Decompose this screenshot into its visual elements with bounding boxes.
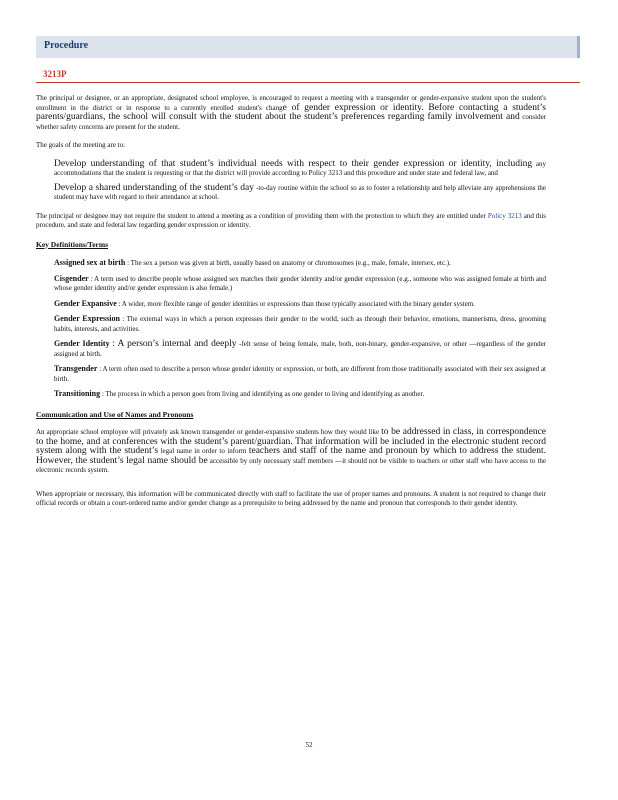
definition-item: Gender Expansive : A wider, more flexible range of gender identities or expressions than those typically associated with the binary gender system. [36,299,546,310]
communication-paragraph-1: An appropriate school employee will privately ask known transgender or gender-expansive students how they would like to be addressed in class, in correspondence to the home, and at conferences with the student’s parent/guardian. That information will be included in the electronic student record system along with the student’s legal name in order to inform teachers and staff of the name and pronoun by which to address the student. However, the student’s legal name should be accessible by only necessary staff members —it should not be visible to teachers or other staff who have access to the electronic records system. [36,427,547,474]
bullet-icon [36,314,41,324]
list-item: Develop a shared understanding of the student’s day -to-day routine within the school so as to foster a relationship and help alleviate any apprehensions the student may have with regard to their attendance at school. [36,184,546,203]
communication-paragraph-2: When appropriate or necessary, this information will be communicated directly with staff to facilitate the use of proper names and pronouns. A student is not required to change their official records or obtain a court-ordered name and/or gender change as a prerequisite to being addressed by the name and pronoun that corresponds to their gender identity. [36,489,546,507]
list-item: Develop understanding of that student’s individual needs with respect to their gender expression or identity, including any accommodations that the student is requesting or that the district will provide according to Policy 3213 and this procedure and under state and federal law, and [36,160,546,179]
definition-term: Transitioning [54,389,101,398]
meeting-requirement-paragraph: The principal or designee may not require the student to attend a meeting as a condition of providing them with the protection to which they are entitled under Policy 3213 and this procedure, and state and federal law regarding gender expression or identity. [36,211,547,229]
goals-list [36,160,546,203]
goals-intro: The goals of the meeting are to: [36,141,126,149]
policy-code: 3213P [43,69,67,79]
bullet-icon [36,274,41,284]
bullet-icon [36,258,41,268]
definition-term: Gender Identity [54,339,110,348]
page-number: 52 [305,741,313,749]
definition-item: Cisgender : A term used to describe people whose assigned sex matches their gender identity and/or gender expression (e.g., someone who was assigned female at birth and whose gender identity and/or gender expression is also female.) [36,274,546,294]
policy-link[interactable]: Policy 3213 [487,211,522,220]
definitions-list [36,258,546,400]
page-title: Procedure [44,40,89,51]
definition-item: Gender Identity : A person’s internal and deeply -felt sense of being female, male, both, non-binary, gender-expansive, or other —regardless of the gender assigned at birth. [36,339,546,359]
definition-term: Gender Expansive [54,298,117,308]
document-body [36,94,546,518]
bullet-icon [36,339,41,349]
definition-term: Transgender [54,364,98,373]
definition-term: Gender Expression [54,314,120,323]
bullet-icon [36,389,41,399]
definitions-heading: Key Definitions/Terms [36,239,109,249]
bullet-icon [36,364,41,374]
procedure-header-bar [36,36,580,58]
definition-term: Cisgender [54,273,89,283]
intro-paragraph: The principal or designee, or an appropriate, designated school employee, is encouraged to request a meeting with a transgender or gender-expansive student upon the student's enrollment in the district or in response to a currently enrolled student's change of gender expression or identity. Before contacting a student’s parents/guardians, the school will consult with the student about the student’s preferences regarding family involvement and consider whether safety concerns are present for the student. [36,94,547,131]
definition-item: Transitioning : The process in which a person goes from living and identifying as one gender to living and identifying as another. [36,389,546,400]
definition-term: Assigned sex at birth [54,258,126,267]
bullet-icon [36,184,41,194]
communication-heading: Communication and Use of Names and Pronouns [36,409,194,419]
definition-item: Transgender : A term often used to describe a person whose gender identity or expression, or both, are different from those traditionally associated with their sex assigned at birth. [36,364,546,384]
definition-item: Gender Expression : The external ways in which a person expresses their gender to the world, such as through their behavior, emotions, mannerisms, dress, grooming habits, interests, and activities. [36,314,546,334]
bullet-icon [36,160,41,170]
bullet-icon [36,299,41,309]
header-divider [36,82,580,83]
definition-item: Assigned sex at birth : The sex a person was given at birth, usually based on anatomy or chromosomes (e.g., male, female, intersex, etc.). [36,258,546,269]
